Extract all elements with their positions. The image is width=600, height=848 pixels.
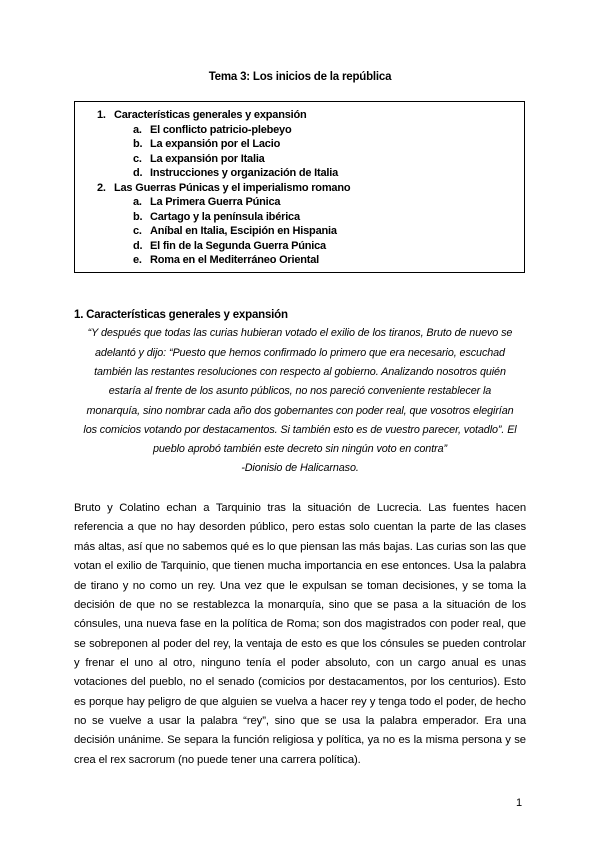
toc-item [133,195,280,209]
toc-item [133,152,265,166]
toc-item [133,224,337,238]
quote-line: monarquía, sino nombrar cada año dos gobernantes con poder real, que vosotros elegirían [86,405,514,417]
quote-line: también las restantes resoluciones con respecto al gobierno. Analizando nosotros quién [94,366,506,378]
toc-text: La Primera Guerra Púnica [150,196,281,208]
toc-marker: d. [133,167,143,179]
toc-item [133,137,280,151]
body-line: Bruto y Colatino echan a Tarquinio tras la situación de Lucrecia. Las fuentes hacen [74,502,526,514]
toc-text: Instrucciones y organización de Italia [150,167,339,179]
toc-text: Aníbal en Italia, Escipión en Hispania [150,225,337,237]
toc-marker: e. [133,254,142,266]
body-line: no se vuelve a usar la palabra “rey”, sino que se usa la palabra emperador. Era una [74,715,526,727]
body-line: votaciones del pueblo, no el senado (comicios por destacamentos, por los centurios). Esto [74,676,526,688]
body-line: decisión de que no se restablezca la monarquía, sino que se pasa a la situación de los [74,599,526,611]
body-line: más altas, así que no sabemos qué es lo que piensan las más bajas. Las curias son las que [74,541,527,553]
body-line: y frenar el uno al otro, ninguno tenía el poder absoluto, con un cargo anual es unas [74,657,526,669]
toc-marker: 2. [97,181,106,194]
toc-text: El fin de la Segunda Guerra Púnica [150,239,326,252]
body-line: crea el rex sacrorum (no puede tener una carrera política). [74,754,361,766]
body-line: es porque hay peligro de que alguien se vuelva a hacer rey y tenga todo el poder, de hecho [74,696,526,708]
toc-text: Roma en el Mediterráneo Oriental [150,254,320,266]
toc-marker: d. [133,239,143,252]
toc-item [133,253,319,267]
quote-line: los comicios votando por destacamentos. Si también esto es de vuestro parecer, votadlo”. El [83,424,517,436]
toc-marker: c. [133,152,142,165]
toc-text: La expansión por el Lacio [150,138,281,150]
body-line: cónsules, una nueva fase en la política de Roma; son dos magistrados con poder real, que [74,618,526,630]
toc-text: El conflicto patricio-plebeyo [150,123,292,136]
table-of-contents [74,101,525,273]
body-line: decisión unánime. Se separa la función religiosa y política, ya no es la misma persona y se [74,734,526,746]
section-heading: 1. Características generales y expansión [74,309,288,321]
quote-line: adelantó y dijo: “Puesto que hemos confirmado lo primero que era necesario, escuchad [95,347,505,359]
page-title: Tema 3: Los inicios de la república [208,71,392,83]
quote-line: “Y después que todas las curias hubieran votado el exilio de los tiranos, Bruto de nuevo se [87,327,513,339]
quote-attribution: -Dionisio de Halicarnaso. [241,462,359,474]
toc-marker: b. [133,210,143,223]
body-line: referencia a que no hay desorden público, pero estas solo cuentan la parte de las clases [74,521,526,533]
toc-item [133,166,338,180]
toc-item [133,210,300,224]
quote-line: pueblo aprobó también este decreto sin ningún voto en contra” [152,443,447,455]
page-number: 1 [516,797,523,809]
toc-marker: a. [133,123,142,136]
toc-text: Características generales y expansión [114,109,307,121]
toc-text: La expansión por Italia [150,152,265,165]
body-line: se sobreponen al poder del rey, la ventaja de esto es que los cónsules se pueden controlar [74,638,526,650]
toc-marker: c. [133,225,142,237]
toc-marker: 1. [97,109,106,121]
toc-marker: b. [133,138,143,150]
toc-text: Las Guerras Púnicas y el imperialismo romano [114,181,351,194]
toc-item [97,181,350,195]
body-line: de tirano y no como un rey. Una vez que le expulsan se toman decisiones, y se toma la [74,580,526,592]
toc-item [133,123,292,137]
body-line: votan el exilio de Tarquinio, que tienen mucha importancia en ese entonces. Usa la palabra [74,560,526,572]
toc-item [97,108,307,122]
quote-line: estaría al frente de los asunto públicos, no nos pareció conveniente restablecer la [108,385,492,397]
toc-marker: a. [133,196,142,208]
toc-item [133,239,326,253]
toc-text: Cartago y la península ibérica [150,210,300,223]
